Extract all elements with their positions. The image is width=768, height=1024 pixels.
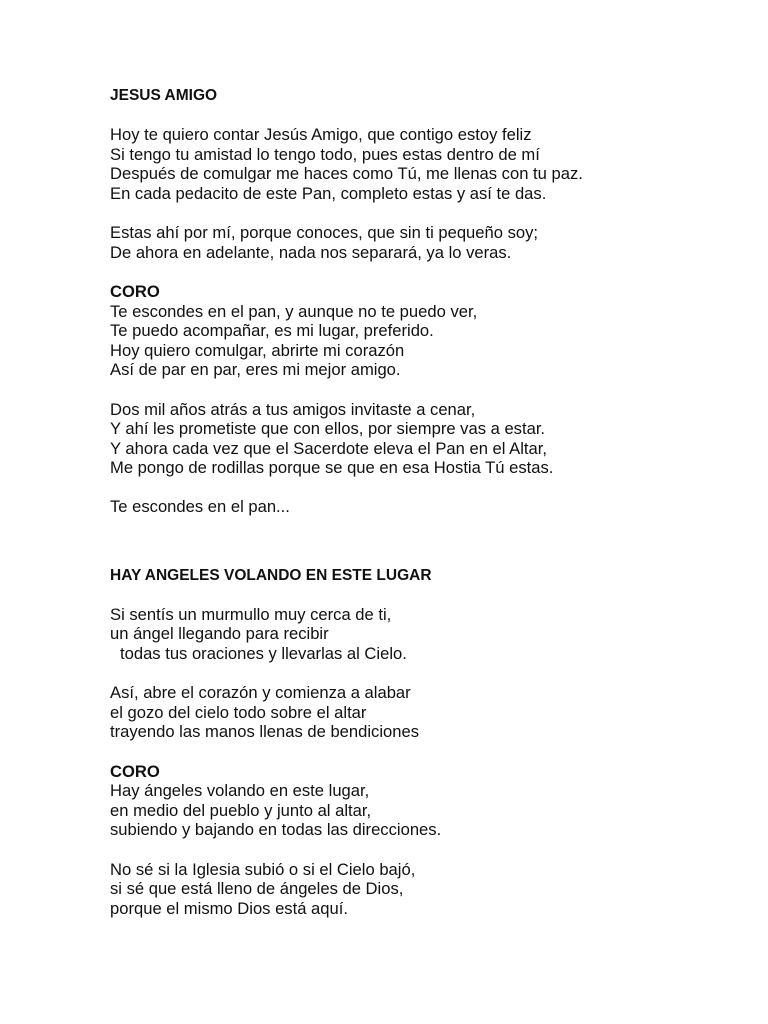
lyric-line: Después de comulgar me haces como Tú, me llenas con tu paz. <box>110 164 583 184</box>
lyric-line: porque el mismo Dios está aquí. <box>110 898 348 918</box>
chorus-repeat: Te escondes en el pan... <box>110 497 290 517</box>
verse <box>110 860 750 919</box>
lyric-line: Te puedo acompañar, es mi lugar, preferido. <box>110 321 434 341</box>
chorus <box>110 762 750 840</box>
lyric-line: Me pongo de rodillas porque se que en esa Hostia Tú estas. <box>110 458 554 478</box>
chorus-label: CORO <box>110 281 160 301</box>
document-page <box>110 86 750 918</box>
lyric-line: todas tus oraciones y llevarlas al Cielo. <box>120 644 407 664</box>
lyric-line: el gozo del cielo todo sobre el altar <box>110 702 367 722</box>
lyric-line: subiendo y bajando en todas las direcciones. <box>110 820 442 840</box>
lyric-line: Hoy quiero comulgar, abrirte mi corazón <box>110 340 405 360</box>
lyric-line: Te escondes en el pan, y aunque no te puedo ver, <box>110 301 478 321</box>
chorus <box>110 282 750 380</box>
lyric-line: En cada pedacito de este Pan, completo estas y así te das. <box>110 183 547 203</box>
verse <box>110 400 750 478</box>
verse <box>110 223 750 262</box>
lyric-line: Si sentís un murmullo muy cerca de ti, <box>110 604 392 624</box>
verse <box>110 605 750 664</box>
lyric-line: Hoy te quiero contar Jesús Amigo, que contigo estoy feliz <box>110 125 532 145</box>
lyric-line: Estas ahí por mí, porque conoces, que sin ti pequeño soy; <box>110 223 539 243</box>
verse <box>110 125 750 203</box>
lyric-line: De ahora en adelante, nada nos separará, ya lo veras. <box>110 242 512 262</box>
lyric-line: Hay ángeles volando en este lugar, <box>110 781 370 801</box>
chorus-label: CORO <box>110 761 160 781</box>
lyric-line: No sé si la Iglesia subió o si el Cielo bajó, <box>110 859 416 879</box>
lyric-line: un ángel llegando para recibir <box>110 624 329 644</box>
lyric-line: en medio del pueblo y junto al altar, <box>110 800 372 820</box>
lyric-line: Si tengo tu amistad lo tengo todo, pues estas dentro de mí <box>110 144 540 164</box>
lyric-line: Y ahí les prometiste que con ellos, por siempre vas a estar. <box>110 419 546 439</box>
song-title: JESUS AMIGO <box>110 87 218 104</box>
song-title: HAY ANGELES VOLANDO EN ESTE LUGAR <box>110 566 432 584</box>
verse <box>110 683 750 742</box>
lyric-line: si sé que está lleno de ángeles de Dios, <box>110 879 404 899</box>
lyric-line: Dos mil años atrás a tus amigos invitaste a cenar, <box>110 399 476 419</box>
lyric-line: Así de par en par, eres mi mejor amigo. <box>110 360 401 380</box>
lyric-line: Así, abre el corazón y comienza a alabar <box>110 683 411 703</box>
lyric-line: trayendo las manos llenas de bendiciones <box>110 722 420 742</box>
lyric-line: Y ahora cada vez que el Sacerdote eleva el Pan en el Altar, <box>110 438 547 458</box>
